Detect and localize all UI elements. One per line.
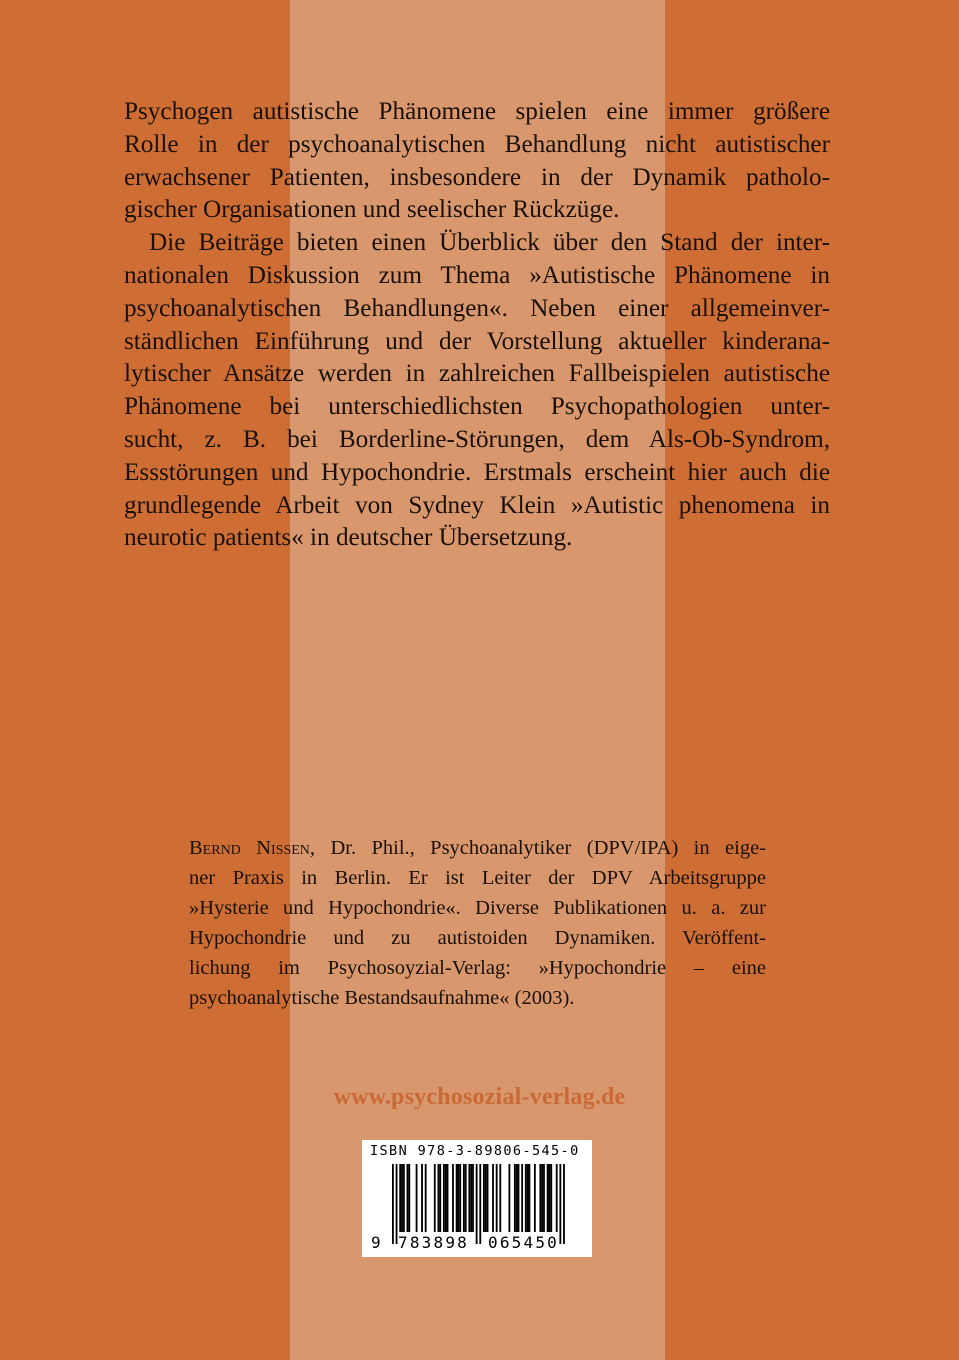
bio-line: psychoanalytische Bestandsaufnahme« (2003). [189,986,575,1009]
barcode-bar [408,1164,410,1232]
barcode-bar [458,1164,460,1232]
barcode-bar [541,1164,543,1232]
barcode-bar [468,1164,470,1232]
blurb-line: Essstörungen und Hypochondrie. Erstmals erscheint hier auch die [124,458,830,486]
barcode-bar [459,1164,461,1232]
blurb-paragraph-2 [124,227,830,555]
barcode-bar [483,1164,485,1232]
barcode-bar [514,1164,516,1232]
barcode-bar [499,1164,501,1232]
barcode-bar [508,1164,510,1232]
blurb-line: ständlichen Einführung und der Vorstellung aktueller kinderana- [124,327,830,355]
blurb-line: erwachsener Patienten, insbesondere in der Dynamik patholo- [124,163,830,191]
author-bio-paragraph [189,834,766,1013]
barcode-bar [550,1164,552,1232]
barcode-bar [527,1164,529,1232]
barcode-bar [525,1164,527,1232]
barcode-box [362,1140,592,1257]
barcode-bar [396,1164,398,1244]
bio-line-rest: , Dr. Phil., Psychoanalytiker (DPV/IPA) in eige- [309,837,766,859]
barcode-bar [452,1164,454,1232]
barcode-bar [465,1164,467,1232]
barcode-bar [516,1164,518,1232]
blurb-line: grundlegende Arbeit von Sydney Klein »Autistic phenomena in [124,491,830,519]
blurb-line: Psychogen autistische Phänomene spielen eine immer größere [124,98,830,125]
barcode-bar [443,1164,445,1232]
barcode-bar [438,1164,440,1232]
barcode-bar [425,1164,427,1232]
bio-line: »Hysterie und Hypochondrie«. Diverse Publikationen u. a. zur [189,896,766,919]
publisher-url[interactable]: www.psychosozial-verlag.de [333,1084,626,1110]
barcode-lead-digit: 9 [371,1233,381,1252]
author-bio [189,834,766,1013]
barcode-bar [439,1164,441,1232]
barcode-bar [563,1164,565,1244]
barcode-bar [518,1164,520,1232]
barcode-left-digits: 783898 [398,1233,469,1252]
blurb-line: psychoanalytischen Behandlungen«. Neben einer allgemeinver- [124,294,830,322]
barcode-bar [547,1164,549,1232]
barcode-bar [556,1164,558,1232]
barcode-bar [447,1164,449,1232]
blurb-line: Rolle in der psychoanalytischen Behandlung nicht autistischer [124,130,830,158]
author-name: Bernd Nissen [189,837,310,859]
barcode-bar [492,1164,494,1232]
bio-line [189,834,766,864]
barcode-bar [445,1164,447,1232]
barcode-bar [434,1164,436,1232]
barcode-bar [485,1164,487,1232]
barcode-bar [543,1164,545,1232]
barcode-bar [456,1164,458,1232]
barcode-bar [407,1164,409,1232]
barcode-bar [463,1164,465,1232]
barcode-bar [529,1164,531,1232]
blurb-paragraph-1 [124,96,830,227]
barcode-right-digits: 065450 [488,1233,559,1252]
barcode-bar [401,1164,403,1232]
blurb-line: nationalen Diskussion zum Thema »Autistische Phänomene in [124,261,830,289]
bio-line: ner Praxis in Berlin. Er ist Leiter der DPV Arbeitsgruppe [189,866,766,889]
barcode-bar [534,1164,536,1232]
barcode-bar [399,1164,401,1232]
barcode-bar [559,1164,561,1244]
barcode-bar [479,1164,481,1244]
barcode-bar [476,1164,478,1244]
barcode-bar [496,1164,498,1232]
barcode-bar [487,1164,489,1232]
blurb-line: Phänomene bei unterschiedlichsten Psychopathologien unter- [124,393,830,421]
blurb-line: neurotic patients« in deutscher Übersetzung. [124,524,573,552]
barcode-bar [472,1164,474,1232]
blurb-line: lytischer Ansätze werden in zahlreichen Fallbeispielen autistische [124,360,830,388]
barcode-bar [549,1164,551,1232]
blurb-line: sucht, z. B. bei Borderline-Störungen, dem Als-Ob-Syndrom, [124,425,830,453]
blurb-line: Die Beiträge bieten einen Überblick über den Stand der inter- [149,229,830,257]
barcode-bar [421,1164,423,1232]
barcode-bar [470,1164,472,1232]
bio-line: lichung im Psychosoyzial-Verlag: »Hypochondrie – eine [189,956,766,979]
cover-blurb [124,96,830,555]
barcode-bar [392,1164,394,1244]
barcode-bar [539,1164,541,1232]
barcode-bar [416,1164,418,1232]
barcode-bar [521,1164,523,1232]
barcode-bar [403,1164,405,1232]
isbn-label: ISBN 978-3-89806-545-0 [370,1143,580,1159]
blurb-line: gischer Organisationen und seelischer Rückzüge. [124,196,620,224]
bio-line: Hypochondrie und zu autistoiden Dynamiken. Veröffent- [189,926,766,949]
